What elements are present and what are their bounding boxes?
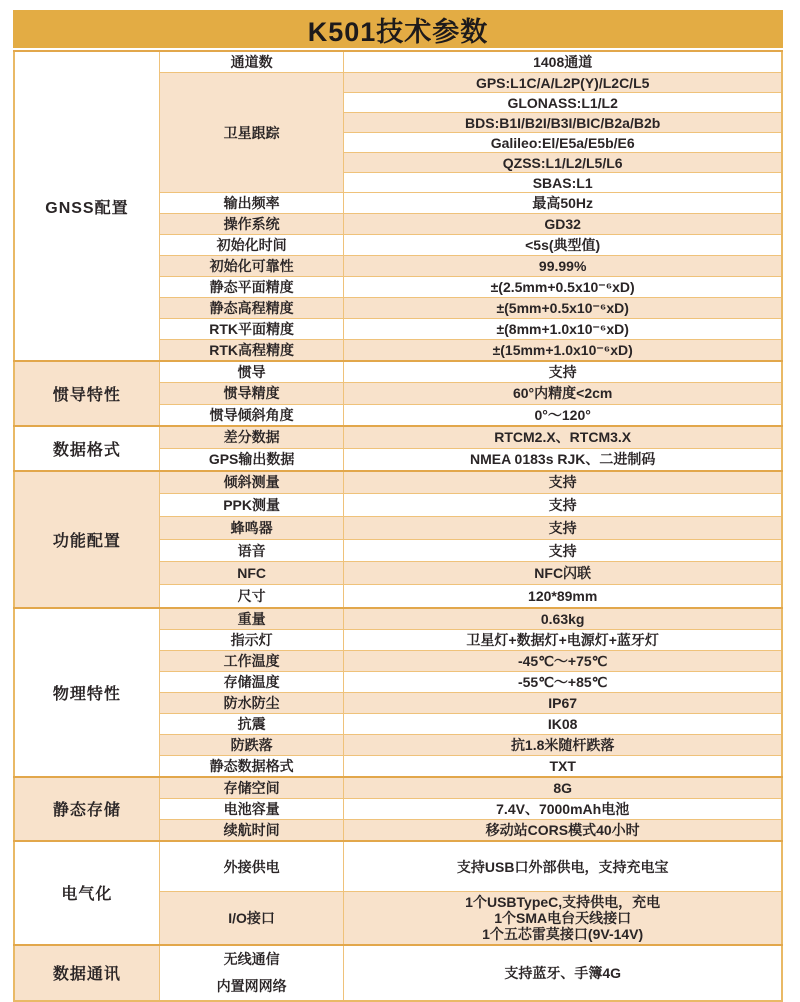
category-cell: 电气化 <box>14 841 159 945</box>
category-cell: 惯导特性 <box>14 361 159 426</box>
param-label-cell: 输出频率 <box>159 193 343 214</box>
spec-row <box>14 841 782 892</box>
param-label-cell: 通道数 <box>159 51 343 73</box>
param-label-cell: 初始化可靠性 <box>159 256 343 277</box>
param-label-cell: 差分数据 <box>159 426 343 449</box>
param-label-cell: RTK高程精度 <box>159 340 343 362</box>
param-label-cell: 语音 <box>159 539 343 562</box>
spec-table <box>13 50 783 1002</box>
page-title: K501技术参数 <box>307 16 489 47</box>
param-value-cell: BDS:B1I/B2I/B3I/BIC/B2a/B2b <box>344 113 782 133</box>
param-label-cell: 防水防尘 <box>159 692 343 713</box>
param-value-cell: 99.99% <box>344 256 782 277</box>
param-label-cell: 存储空间 <box>159 777 343 799</box>
param-value-cell: 支持 <box>344 539 782 562</box>
param-label-cell: 惯导 <box>159 361 343 383</box>
param-value-cell: 0°～120° <box>344 404 782 426</box>
param-label-cell: 外接供电 <box>159 841 343 892</box>
param-label-cell: NFC <box>159 562 343 585</box>
param-value-cell: -55℃～+85℃ <box>344 671 782 692</box>
param-label-cell <box>159 945 343 1001</box>
param-value-cell: 支持 <box>344 471 782 494</box>
param-label-cell: GPS输出数据 <box>159 448 343 471</box>
param-value-cell: 抗1.8米随杆跌落 <box>344 734 782 755</box>
param-value-cell <box>344 892 782 945</box>
param-label-cell: 卫星跟踪 <box>159 73 343 193</box>
param-value-cell: Galileo:El/E5a/E5b/E6 <box>344 133 782 153</box>
param-label-cell: 蜂鸣器 <box>159 516 343 539</box>
param-value-cell: ±(15mm+1.0x10⁻⁶xD) <box>344 340 782 362</box>
title-bar <box>13 10 783 48</box>
param-value-cell: 7.4V、7000mAh电池 <box>344 798 782 819</box>
param-value-cell: NFC闪联 <box>344 562 782 585</box>
spec-row <box>14 471 782 494</box>
param-value-cell: 支持 <box>344 361 782 383</box>
param-label-cell: 静态平面精度 <box>159 277 343 298</box>
cell-text-line: 内置网网络 <box>216 977 287 994</box>
param-value-cell: 60°内精度<2cm <box>344 383 782 405</box>
category-cell: 静态存储 <box>14 777 159 841</box>
param-value-cell: 移动站CORS模式40小时 <box>344 819 782 841</box>
category-cell: 数据格式 <box>14 426 159 471</box>
category-cell: 功能配置 <box>14 471 159 608</box>
param-value-cell: 最高50Hz <box>344 193 782 214</box>
param-label-cell: 电池容量 <box>159 798 343 819</box>
param-label-cell: 续航时间 <box>159 819 343 841</box>
spec-row <box>14 945 782 1001</box>
param-value-cell: 支持 <box>344 494 782 517</box>
param-value-cell: IK08 <box>344 713 782 734</box>
param-value-cell: IP67 <box>344 692 782 713</box>
param-value-cell: ±(8mm+1.0x10⁻⁶xD) <box>344 319 782 340</box>
param-label-cell: 初始化时间 <box>159 235 343 256</box>
param-value-cell: 1408通道 <box>344 51 782 73</box>
param-value-cell: 支持蓝牙、手簿4G <box>344 945 782 1001</box>
spec-row <box>14 777 782 799</box>
cell-text-line: 1个五芯雷莫接口(9V-14V) <box>482 926 644 943</box>
param-value-cell: SBAS:L1 <box>344 173 782 193</box>
spec-row <box>14 426 782 449</box>
param-value-cell: ±(2.5mm+0.5x10⁻⁶xD) <box>344 277 782 298</box>
spec-table-body <box>14 51 782 1001</box>
cell-text-line: 无线通信 <box>223 950 280 967</box>
param-value-cell: GD32 <box>344 214 782 235</box>
spec-sheet <box>13 10 783 1002</box>
param-value-cell: <5s(典型值) <box>344 235 782 256</box>
param-label-cell: I/O接口 <box>159 892 343 945</box>
param-value-cell: 0.63kg <box>344 608 782 630</box>
param-value-cell: RTCM2.X、RTCM3.X <box>344 426 782 449</box>
cell-text-line: 1个USBTypeC,支持供电，充电 <box>465 894 661 911</box>
param-value-cell: TXT <box>344 755 782 777</box>
param-value-cell: 支持USB口外部供电，支持充电宝 <box>344 841 782 892</box>
cell-text-line: 1个SMA电台天线接口 <box>494 910 632 927</box>
param-value-cell: NMEA 0183s RJK、二进制码 <box>344 448 782 471</box>
param-value-cell: GLONASS:L1/L2 <box>344 93 782 113</box>
param-value-cell: 支持 <box>344 516 782 539</box>
param-label-cell: 惯导倾斜角度 <box>159 404 343 426</box>
spec-row <box>14 361 782 383</box>
param-label-cell: 重量 <box>159 608 343 630</box>
param-value-cell: QZSS:L1/L2/L5/L6 <box>344 153 782 173</box>
param-label-cell: 倾斜测量 <box>159 471 343 494</box>
param-value-cell: 120*89mm <box>344 585 782 608</box>
param-value-cell: ±(5mm+0.5x10⁻⁶xD) <box>344 298 782 319</box>
param-value-cell: 卫星灯+数据灯+电源灯+蓝牙灯 <box>344 629 782 650</box>
spec-row <box>14 51 782 73</box>
param-value-cell: 8G <box>344 777 782 799</box>
param-label-cell: 抗震 <box>159 713 343 734</box>
spec-row <box>14 608 782 630</box>
param-label-cell: 工作温度 <box>159 650 343 671</box>
param-label-cell: 存储温度 <box>159 671 343 692</box>
param-value-cell: GPS:L1C/A/L2P(Y)/L2C/L5 <box>344 73 782 93</box>
param-label-cell: RTK平面精度 <box>159 319 343 340</box>
param-value-cell: -45℃～+75℃ <box>344 650 782 671</box>
param-label-cell: 指示灯 <box>159 629 343 650</box>
category-cell: GNSS配置 <box>14 51 159 361</box>
param-label-cell: PPK测量 <box>159 494 343 517</box>
param-label-cell: 惯导精度 <box>159 383 343 405</box>
param-label-cell: 操作系统 <box>159 214 343 235</box>
param-label-cell: 静态数据格式 <box>159 755 343 777</box>
category-cell: 数据通讯 <box>14 945 159 1001</box>
param-label-cell: 防跌落 <box>159 734 343 755</box>
category-cell: 物理特性 <box>14 608 159 777</box>
param-label-cell: 尺寸 <box>159 585 343 608</box>
param-label-cell: 静态高程精度 <box>159 298 343 319</box>
